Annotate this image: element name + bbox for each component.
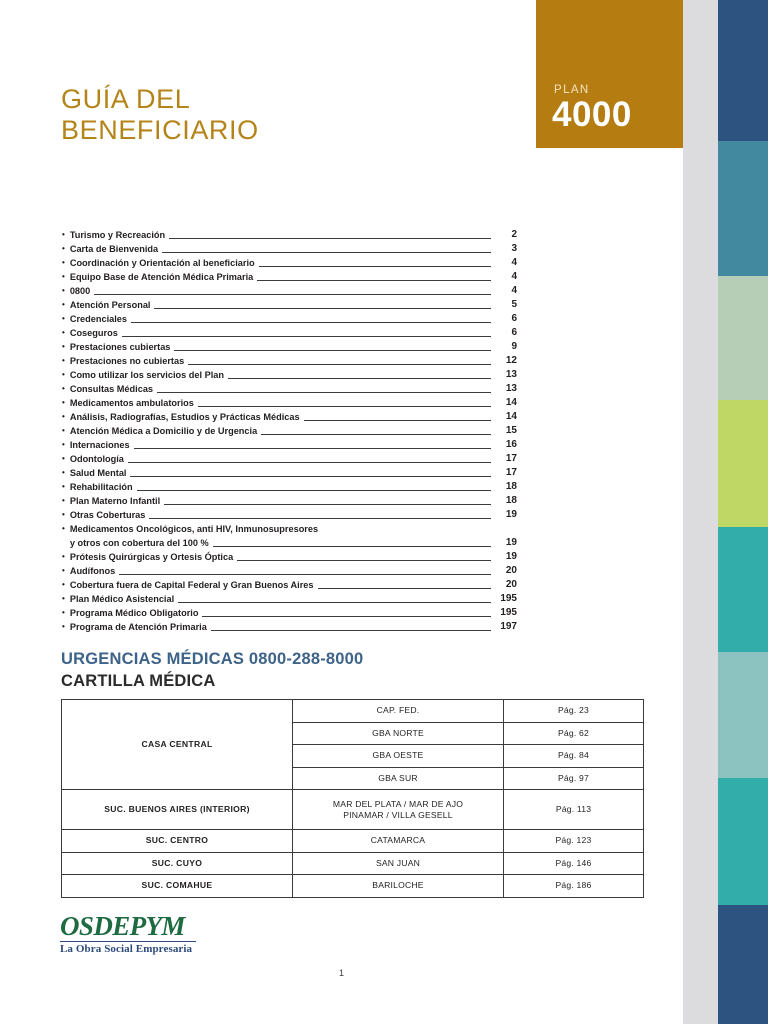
toc-entry-label: Rehabilitación	[69, 482, 133, 492]
toc-entry-label: Credenciales	[69, 314, 128, 324]
toc-entry[interactable]	[62, 620, 517, 634]
osdepym-logo	[60, 913, 200, 956]
table-cell-location-line1: MAR DEL PLATA / MAR DE AJO	[332, 798, 464, 809]
toc-entry[interactable]	[62, 494, 517, 508]
toc-entry-label: Coordinación y Orientación al beneficiario	[69, 258, 255, 268]
bullet-icon: •	[62, 244, 65, 253]
toc-entry-page: 9	[511, 341, 517, 352]
table-cell-category: SUC. COMAHUE	[62, 875, 293, 898]
bullet-icon: •	[62, 370, 65, 379]
bullet-icon: •	[62, 524, 65, 533]
toc-entry[interactable]	[62, 382, 517, 396]
table-cell-page: Pág. 84	[504, 745, 644, 768]
toc-leader-line	[178, 602, 491, 603]
toc-leader-line	[237, 560, 491, 561]
toc-leader-line	[202, 616, 491, 617]
toc-entry-label: y otros con cobertura del 100 %	[69, 538, 209, 548]
toc-entry[interactable]	[62, 410, 517, 424]
toc-leader-line	[169, 238, 491, 239]
table-cell-category: SUC. BUENOS AIRES (INTERIOR)	[62, 790, 293, 830]
bullet-icon: •	[62, 510, 65, 519]
toc-entry-page: 20	[505, 565, 517, 576]
toc-entry-label: Consultas Médicas	[69, 384, 154, 394]
toc-entry[interactable]	[62, 256, 517, 270]
toc-entry-page: 20	[505, 579, 517, 590]
table-cell-page: Pág. 146	[504, 852, 644, 875]
toc-leader-line	[228, 378, 491, 379]
toc-entry-page: 19	[505, 551, 517, 562]
color-band-lime-green	[718, 400, 768, 527]
table-cell-location: CAP. FED.	[293, 700, 504, 723]
toc-entry-label: Otras Coberturas	[69, 510, 146, 520]
toc-leader-line	[157, 392, 491, 393]
toc-entry-label: Prótesis Quirúrgicas y Ortesis Óptica	[69, 552, 234, 562]
toc-entry-page: 4	[511, 285, 517, 296]
bullet-icon: •	[62, 594, 65, 603]
table-cell-page: Pág. 123	[504, 830, 644, 853]
table-row	[62, 830, 644, 853]
toc-entry[interactable]	[62, 606, 517, 620]
toc-entry[interactable]	[62, 326, 517, 340]
logo-divider	[60, 941, 196, 942]
bullet-icon: •	[62, 468, 65, 477]
toc-leader-line	[137, 490, 491, 491]
toc-entry-page: 2	[511, 229, 517, 240]
toc-leader-line	[164, 504, 491, 505]
bullet-icon: •	[62, 412, 65, 421]
toc-entry-page: 17	[505, 453, 517, 464]
bullet-icon: •	[62, 286, 65, 295]
bullet-icon: •	[62, 440, 65, 449]
bullet-icon: •	[62, 552, 65, 561]
toc-leader-line	[94, 294, 491, 295]
toc-entry-page: 15	[505, 425, 517, 436]
toc-leader-line	[134, 448, 491, 449]
toc-entry-label: Análisis, Radiografías, Estudios y Prácticas Médicas	[69, 412, 300, 422]
toc-entry[interactable]	[62, 242, 517, 256]
toc-leader-line	[128, 462, 491, 463]
plan-badge-label: PLAN	[554, 84, 590, 96]
toc-leader-line	[198, 406, 491, 407]
toc-leader-line	[130, 476, 491, 477]
toc-entry[interactable]	[62, 452, 517, 466]
toc-entry-label: Odontología	[69, 454, 124, 464]
toc-entry[interactable]	[62, 550, 517, 564]
toc-entry-page: 195	[500, 607, 517, 618]
bullet-icon: •	[62, 622, 65, 631]
bullet-icon: •	[62, 580, 65, 589]
color-band-light-teal	[718, 652, 768, 778]
color-strip	[718, 0, 768, 1024]
table-cell-page: Pág. 23	[504, 700, 644, 723]
table-cell-category: SUC. CENTRO	[62, 830, 293, 853]
toc-leader-line	[211, 630, 491, 631]
toc-entry[interactable]	[62, 480, 517, 494]
bullet-icon: •	[62, 566, 65, 575]
logo-wordmark: OSDEPYM	[60, 911, 185, 941]
toc-entry-label: Programa de Atención Primaria	[69, 622, 207, 632]
toc-entry[interactable]	[62, 298, 517, 312]
toc-leader-line	[188, 364, 491, 365]
toc-entry-label: Internaciones	[69, 440, 130, 450]
table-cell-location: CATAMARCA	[293, 830, 504, 853]
color-band-sage-green	[718, 276, 768, 400]
plan-badge	[536, 0, 683, 148]
toc-entry-label: Medicamentos ambulatorios	[69, 398, 194, 408]
toc-entry-label: Prestaciones cubiertas	[69, 342, 171, 352]
toc-leader-line	[318, 588, 491, 589]
toc-leader-line	[213, 546, 491, 547]
toc-entry-page: 18	[505, 495, 517, 506]
toc-entry-page: 17	[505, 467, 517, 478]
toc-leader-line	[154, 308, 491, 309]
toc-entry[interactable]	[62, 508, 517, 522]
toc-leader-line	[149, 518, 491, 519]
table-cell-location-line2: PINAMAR / VILLA GESELL	[343, 809, 453, 820]
toc-entry-label: 0800	[69, 286, 91, 296]
bullet-icon: •	[62, 272, 65, 281]
toc-entry-page: 14	[505, 411, 517, 422]
table-cell-category: CASA CENTRAL	[62, 700, 293, 790]
toc-entry-label: Medicamentos Oncológicos, anti HIV, Inmunosupresores	[69, 524, 319, 534]
page-title-line2: BENEFICIARIO	[61, 115, 259, 145]
toc-leader-line	[257, 280, 491, 281]
toc-entry-page: 13	[505, 369, 517, 380]
toc-entry-page: 197	[500, 621, 517, 632]
bullet-icon: •	[62, 230, 65, 239]
bullet-icon: •	[62, 258, 65, 267]
table-cell-page: Pág. 97	[504, 767, 644, 790]
logo-tagline: La Obra Social Empresaria	[60, 943, 193, 955]
cartilla-table-body	[62, 700, 644, 898]
toc-leader-line	[174, 350, 491, 351]
table-of-contents	[62, 228, 517, 634]
toc-entry[interactable]	[62, 284, 517, 298]
table-cell-location: BARILOCHE	[293, 875, 504, 898]
toc-entry[interactable]	[62, 354, 517, 368]
toc-entry[interactable]	[62, 564, 517, 578]
urgencias-heading: URGENCIAS MÉDICAS 0800-288-8000	[61, 650, 364, 668]
toc-leader-line	[119, 574, 491, 575]
toc-entry-label: Como utilizar los servicios del Plan	[69, 370, 225, 380]
toc-entry-label: Programa Médico Obligatorio	[69, 608, 199, 618]
toc-entry-label: Plan Médico Asistencial	[69, 594, 175, 604]
toc-entry-page: 19	[505, 509, 517, 520]
toc-entry-label: Turismo y Recreación	[69, 230, 166, 240]
color-band-dark-blue-2	[718, 905, 768, 1024]
toc-entry-page: 6	[511, 327, 517, 338]
toc-entry-page: 14	[505, 397, 517, 408]
toc-entry-label: Carta de Bienvenida	[69, 244, 159, 254]
toc-entry-page: 4	[511, 257, 517, 268]
toc-entry-page: 12	[505, 355, 517, 366]
bullet-icon: •	[62, 342, 65, 351]
bullet-icon: •	[62, 482, 65, 491]
table-row	[62, 700, 644, 723]
table-cell-page: Pág. 113	[504, 790, 644, 830]
table-cell-location	[293, 790, 504, 830]
toc-entry-page: 3	[511, 243, 517, 254]
toc-entry-page: 18	[505, 481, 517, 492]
page-title-line1: GUÍA DEL	[61, 84, 191, 114]
toc-entry[interactable]	[62, 578, 517, 592]
cartilla-medica-table	[61, 699, 644, 898]
table-cell-category: SUC. CUYO	[62, 852, 293, 875]
bullet-icon: •	[62, 328, 65, 337]
bullet-icon: •	[62, 384, 65, 393]
toc-entry[interactable]	[62, 536, 517, 550]
cartilla-heading: CARTILLA MÉDICA	[61, 672, 216, 690]
bullet-icon: •	[62, 398, 65, 407]
toc-entry[interactable]	[62, 424, 517, 438]
toc-entry-label: Equipo Base de Atención Médica Primaria	[69, 272, 254, 282]
toc-entry[interactable]	[62, 466, 517, 480]
toc-entry[interactable]	[62, 396, 517, 410]
toc-leader-line	[131, 322, 491, 323]
color-band-teal	[718, 527, 768, 652]
toc-entry[interactable]	[62, 340, 517, 354]
toc-entry-label: Prestaciones no cubiertas	[69, 356, 185, 366]
toc-leader-line	[122, 336, 491, 337]
toc-entry[interactable]	[62, 368, 517, 382]
bullet-icon: •	[62, 300, 65, 309]
toc-entry-page: 6	[511, 313, 517, 324]
table-row	[62, 790, 644, 830]
bullet-icon: •	[62, 356, 65, 365]
bullet-icon: •	[62, 608, 65, 617]
toc-entry-page: 5	[511, 299, 517, 310]
table-row	[62, 852, 644, 875]
bullet-icon: •	[62, 454, 65, 463]
toc-entry-label: Atención Médica a Domicilio y de Urgencia	[69, 426, 258, 436]
toc-leader-line	[304, 420, 491, 421]
toc-entry[interactable]	[62, 438, 517, 452]
table-cell-location: GBA SUR	[293, 767, 504, 790]
toc-leader-line	[261, 434, 491, 435]
table-row	[62, 875, 644, 898]
bullet-icon: •	[62, 426, 65, 435]
toc-entry-page: 13	[505, 383, 517, 394]
toc-entry-label: Atención Personal	[69, 300, 151, 310]
table-cell-location: GBA NORTE	[293, 722, 504, 745]
toc-entry[interactable]	[62, 312, 517, 326]
toc-entry-page: 195	[500, 593, 517, 604]
toc-entry-page: 4	[511, 271, 517, 282]
color-band-teal-2	[718, 778, 768, 905]
table-cell-page: Pág. 62	[504, 722, 644, 745]
toc-entry-label: Coseguros	[69, 328, 118, 338]
toc-entry-label: Cobertura fuera de Capital Federal y Gran Buenos Aires	[69, 580, 314, 590]
toc-entry[interactable]	[62, 522, 517, 536]
toc-leader-line	[162, 252, 491, 253]
color-band-dark-blue	[718, 0, 768, 141]
plan-badge-number: 4000	[552, 95, 632, 134]
color-band-teal-blue	[718, 141, 768, 276]
toc-entry[interactable]	[62, 592, 517, 606]
toc-leader-line	[259, 266, 491, 267]
toc-entry-page: 19	[505, 537, 517, 548]
toc-entry-label: Salud Mental	[69, 468, 127, 478]
bullet-icon: •	[62, 496, 65, 505]
toc-entry[interactable]	[62, 228, 517, 242]
page-title	[61, 84, 501, 146]
table-cell-location: GBA OESTE	[293, 745, 504, 768]
table-cell-location: SAN JUAN	[293, 852, 504, 875]
toc-entry-label: Audífonos	[69, 566, 116, 576]
toc-entry-label: Plan Materno Infantil	[69, 496, 161, 506]
toc-entry[interactable]	[62, 270, 517, 284]
page-number: 1	[338, 968, 344, 978]
table-cell-page: Pág. 186	[504, 875, 644, 898]
bullet-icon: •	[62, 314, 65, 323]
toc-entry-page: 16	[505, 439, 517, 450]
